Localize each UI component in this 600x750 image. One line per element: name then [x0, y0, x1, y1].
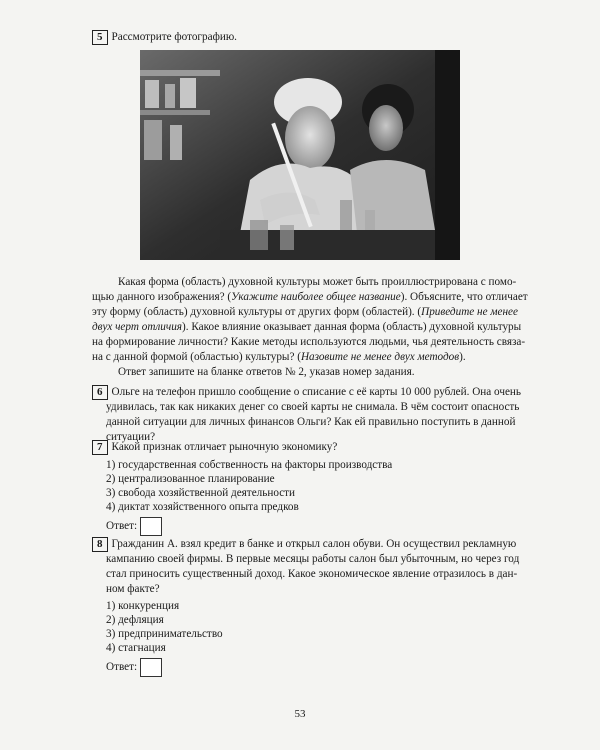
- q5-text-line2: [92, 290, 528, 305]
- photo-illustration: [140, 50, 460, 260]
- q5-text-line5: на формирование личности? Какие методы используются людьми, чья деятельность связа-: [92, 336, 526, 348]
- q7-option-4[interactable]: 4) диктат хозяйственного опыта предков: [106, 501, 299, 513]
- q5-text-line7: Ответ запишите на бланке ответов № 2, указав номер задания.: [118, 366, 415, 378]
- laboratory-photo: [140, 50, 460, 260]
- q5-l2a: щью данного изображения? (: [92, 291, 232, 303]
- q5-l2c: ). Объясните, что отличает: [400, 291, 528, 303]
- page-number: 53: [294, 708, 306, 720]
- q8-option-3[interactable]: 3) предпринимательство: [106, 628, 223, 640]
- q5-l6c: ).: [459, 351, 466, 363]
- q7-option-1[interactable]: 1) государственная собственность на факторы производства: [106, 459, 393, 471]
- q8-line2: кампанию своей фирмы. В первые месяцы работы салон был убыточным, но через год: [106, 553, 520, 565]
- q6-l1: Ольге на телефон пришло сообщение о списание с её карты 10 000 рублей. Она очень: [111, 386, 522, 398]
- q8-option-2[interactable]: 2) дефляция: [106, 614, 164, 626]
- q8-line4: ном факте?: [106, 583, 160, 595]
- q5-l6b: Назовите не менее двух методов: [300, 351, 460, 363]
- q8-line1: [92, 537, 516, 552]
- q5-l4b: ). Какое влияние оказывает данная форма (область) духовной культуры: [182, 321, 522, 333]
- q8-option-1[interactable]: 1) конкуренция: [106, 600, 180, 612]
- q8-answer: [106, 658, 162, 677]
- q5-l2b: Укажите наиболее общее название: [231, 291, 401, 303]
- q8-option-4[interactable]: 4) стагнация: [106, 642, 166, 654]
- q5-number: 5: [92, 30, 108, 45]
- q7-number: 7: [92, 440, 108, 455]
- q6-line2: удивилась, так как никаких денег со своей карты не снимала. В чём состоит опасность: [106, 401, 520, 413]
- q5-l4a: двух черт отличия: [92, 321, 182, 333]
- q5-prompt: Рассмотрите фотографию.: [111, 31, 237, 43]
- q5-l3a: эту форму (область) духовной культуры от других форм (областей). (: [92, 306, 422, 318]
- q8-l1: Гражданин А. взял кредит в банке и открыл салон обуви. Он осуществил рекламную: [111, 538, 517, 550]
- q6-line1: [92, 385, 521, 400]
- q6-line4: ситуации?: [106, 431, 156, 443]
- q5-text-line6: [92, 350, 466, 365]
- q8-number: 8: [92, 537, 108, 552]
- q5-text-line3: [92, 305, 518, 320]
- q8-answer-label: Ответ:: [106, 661, 138, 674]
- q7-prompt: Какой признак отличает рыночную экономику?: [111, 441, 338, 453]
- q6-line3: данной ситуации для личных финансов Ольги? Как ей правильно поступить в данной: [106, 416, 516, 428]
- q5-text-line4: [92, 320, 521, 335]
- q5-text-line1: Какая форма (область) духовной культуры может быть проиллюстрирована с помо-: [118, 276, 517, 288]
- q5-l3b: Приведите не менее: [421, 306, 518, 318]
- q8-answer-box[interactable]: [140, 658, 162, 677]
- q6-number: 6: [92, 385, 108, 400]
- q7-option-2[interactable]: 2) централизованное планирование: [106, 473, 275, 485]
- q7-answer-box[interactable]: [140, 517, 162, 536]
- q5-l6a: на с данной формой (областью) культуры? (: [92, 351, 301, 363]
- q8-line3: стал приносить существенный доход. Какое экономическое явление отразилось в дан-: [106, 568, 518, 580]
- q7-answer-label: Ответ:: [106, 520, 138, 533]
- q7-answer: [106, 517, 162, 536]
- q5-header: [92, 30, 237, 45]
- q7-option-3[interactable]: 3) свобода хозяйственной деятельности: [106, 487, 296, 499]
- q7-header: [92, 440, 337, 455]
